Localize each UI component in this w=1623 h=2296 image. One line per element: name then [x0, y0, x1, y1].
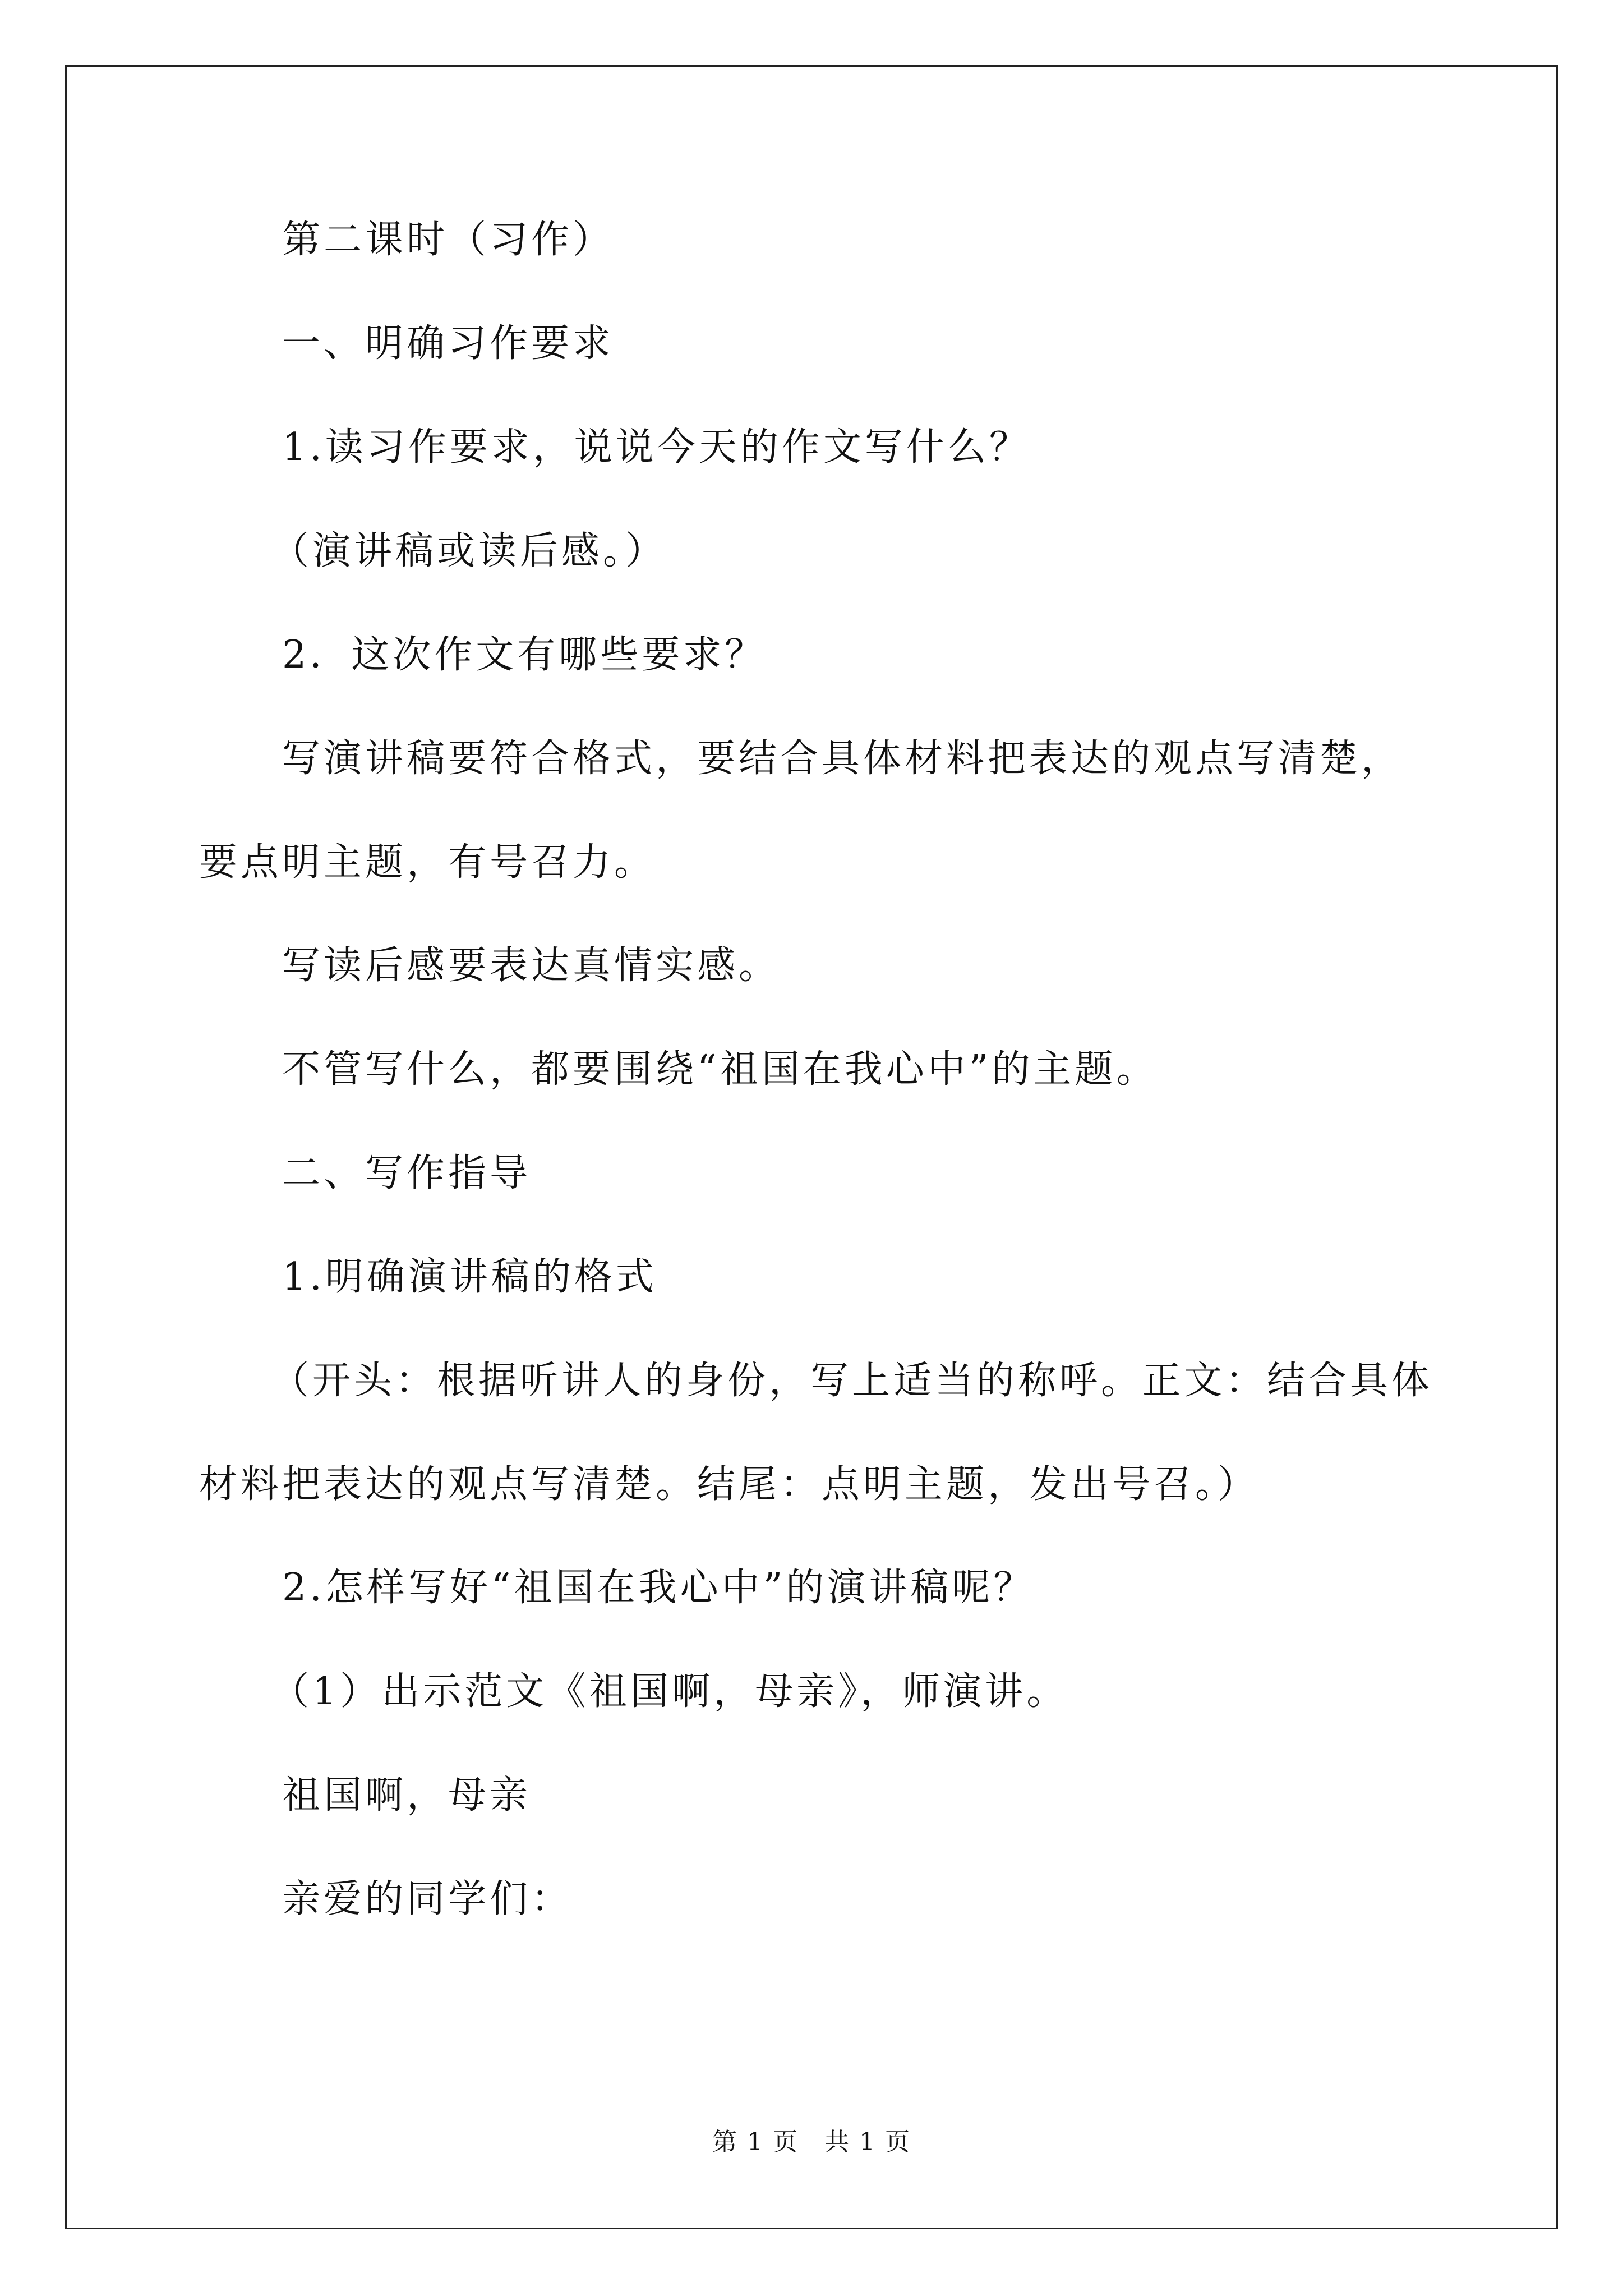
- speech-format-paragraph: （开头：根据听讲人的身份，写上适当的称呼。正文：结合具体材料把表达的观点写清楚。结尾：点明主题，发出号召。）: [199, 1359, 1433, 1507]
- question-2: 2．这次作文有哪些要求？: [282, 633, 767, 677]
- review-requirements-paragraph: 写读后感要表达真情实感。: [282, 944, 781, 988]
- lesson-title: 第二课时（习作）: [282, 218, 615, 262]
- sample-essay-salutation: 亲爱的同学们：: [282, 1877, 573, 1921]
- question-1: 1.读习作要求，说说今天的作文写什么？: [282, 425, 1031, 470]
- guidance-point-1: 1.明确演讲稿的格式: [282, 1255, 657, 1299]
- page-number-footer: 第 1 页 共 1 页: [712, 2128, 911, 2156]
- speech-requirements-paragraph: 写演讲稿要符合格式，要结合具体材料把表达的观点写清楚，要点明主题，有号召力。: [199, 737, 1403, 885]
- sample-essay-intro: （1）出示范文《祖国啊，母亲》，师演讲。: [271, 1669, 1068, 1714]
- document-body: [199, 218, 1433, 1981]
- sample-essay-title: 祖国啊，母亲: [282, 1773, 532, 1818]
- guidance-point-2: 2.怎样写好“祖国在我心中”的演讲稿呢？: [282, 1566, 1035, 1610]
- section-heading-guidance: 二、写作指导: [282, 1151, 532, 1195]
- theme-paragraph: 不管写什么，都要围绕“祖国在我心中”的主题。: [282, 1047, 1158, 1092]
- answer-1: （演讲稿或读后感。）: [271, 529, 667, 573]
- section-heading-requirements: 一、明确习作要求: [282, 321, 615, 366]
